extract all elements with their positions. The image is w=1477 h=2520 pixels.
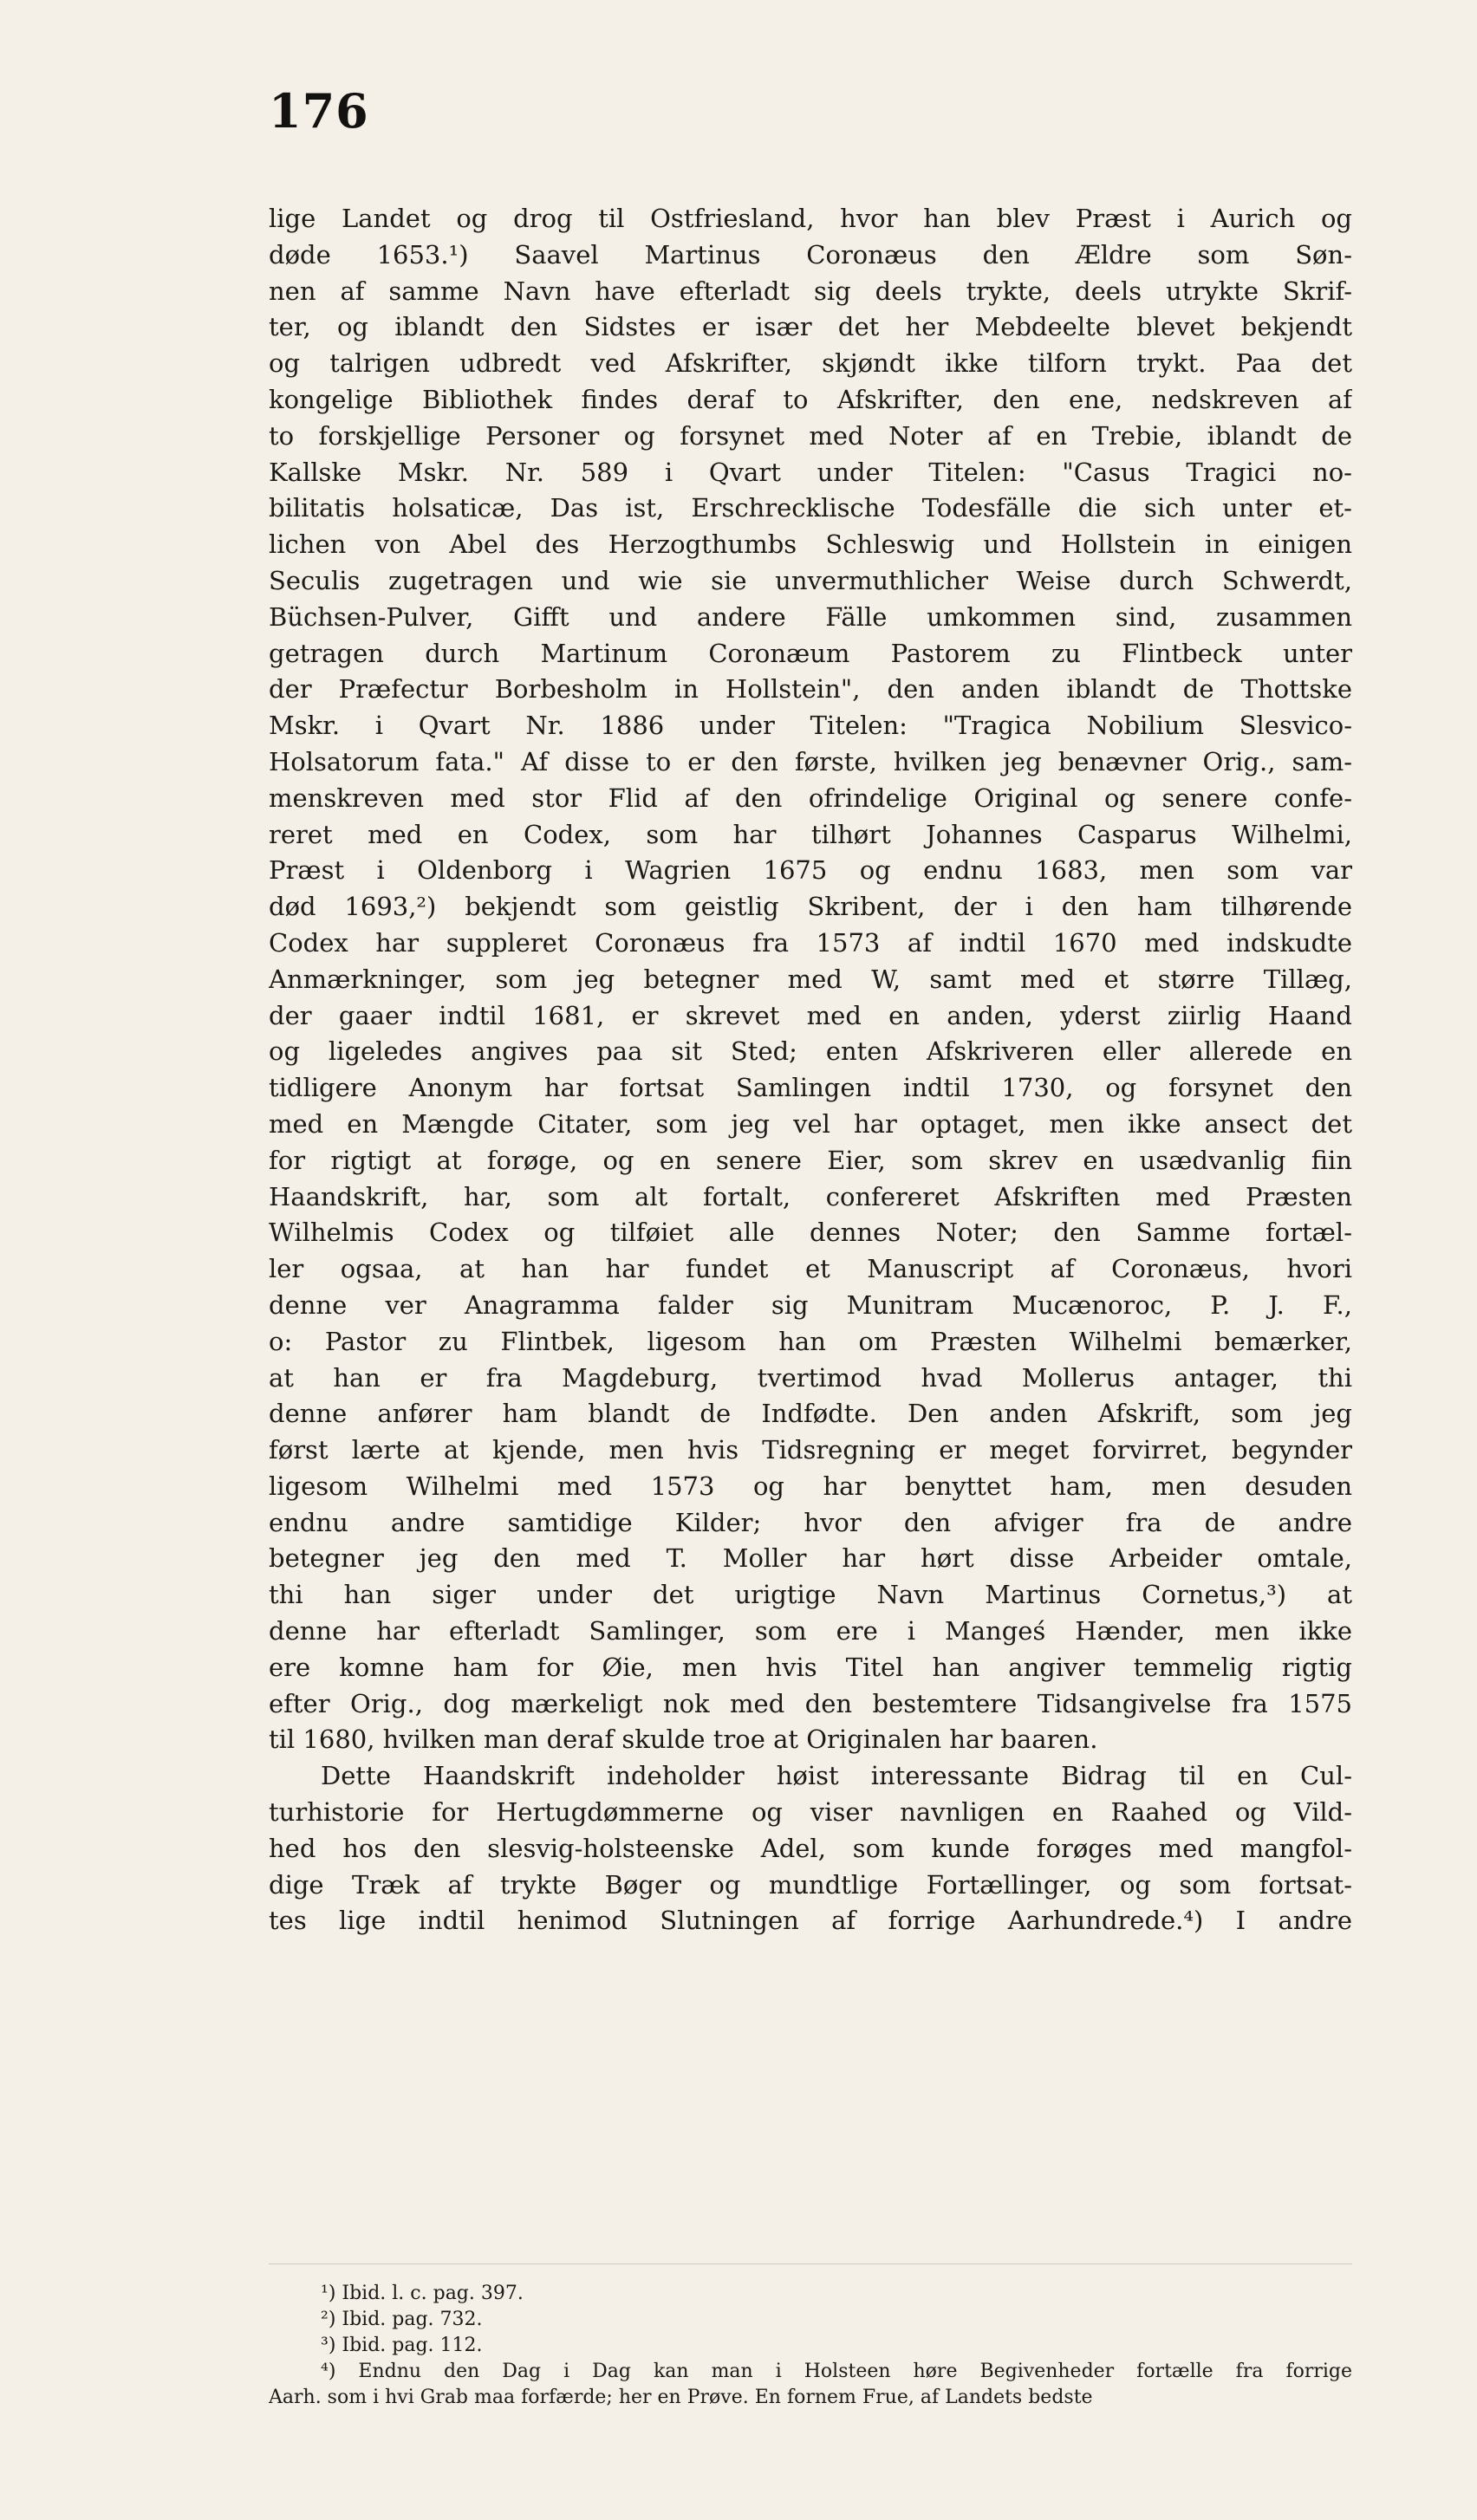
text-line: for rigtigt at forøge, og en senere Eier, som skrev en usædvanlig fiin [269, 1145, 1352, 1175]
text-line: Seculis zugetragen und wie sie unvermuthlicher Weise durch Schwerdt, [269, 565, 1352, 595]
text-line: Dette Haandskrift indeholder høist interessante Bidrag til en Cul- [321, 1761, 1352, 1791]
text-line: o: Pastor zu Flintbek, ligesom han om Præsten Wilhelmi bemærker, [269, 1326, 1352, 1356]
text-line: til 1680, hvilken man deraf skulde troe at Originalen har baaren. [269, 1724, 1098, 1755]
text-line: nen af samme Navn have efterladt sig deels trykte, deels utrykte Skrif- [269, 276, 1352, 306]
text-line: Haandskrift, har, som alt fortalt, confereret Afskriften med Præsten [269, 1181, 1352, 1211]
text-line: ligesom Wilhelmi med 1573 og har benyttet ham, men desuden [269, 1471, 1352, 1501]
text-line: efter Orig., dog mærkeligt nok med den bestemtere Tidsangivelse fra 1575 [269, 1688, 1352, 1718]
text-line: at han er fra Magdeburg, tvertimod hvad Mollerus antager, thi [269, 1362, 1352, 1393]
text-line: Kallske Mskr. Nr. 589 i Qvart under Titelen: "Casus Tragici no- [269, 457, 1352, 487]
text-line: Præst i Oldenborg i Wagrien 1675 og endnu 1683, men som var [269, 855, 1352, 886]
footnote: ¹) Ibid. l. c. pag. 397. [321, 2283, 524, 2304]
text-line: der Præfectur Borbesholm in Hollstein", den anden iblandt de Thottske [269, 674, 1352, 705]
text-line: med en Mængde Citater, som jeg vel har optaget, men ikke ansect det [269, 1108, 1352, 1139]
text-line: denne anfører ham blandt de Indfødte. Den anden Afskrift, som jeg [269, 1399, 1352, 1429]
text-line: Mskr. i Qvart Nr. 1886 under Titelen: "Tragica Nobilium Slesvico- [269, 711, 1352, 741]
footnote-divider [269, 2263, 1352, 2264]
text-line: endnu andre samtidige Kilder; hvor den afviger fra de andre [269, 1507, 1352, 1537]
text-line: betegner jeg den med T. Moller har hørt disse Arbeider omtale, [269, 1543, 1352, 1574]
text-line: hed hos den slesvig-holsteenske Adel, som kunde forøges med mangfol- [269, 1833, 1352, 1863]
text-line: Anmærkninger, som jeg betegner med W, samt med et større Tillæg, [269, 964, 1352, 994]
text-line: kongelige Bibliothek findes deraf to Afskrifter, den ene, nedskreven af [269, 384, 1352, 414]
text-line: reret med en Codex, som har tilhørt Johannes Casparus Wilhelmi, [269, 819, 1352, 849]
text-line: ler ogsaa, at han har fundet et Manuscript af Coronæus, hvori [269, 1254, 1352, 1284]
text-line: tes lige indtil henimod Slutningen af forrige Aarhundrede.⁴) I andre [269, 1906, 1352, 1936]
text-line: lichen von Abel des Herzogthumbs Schleswig und Hollstein in einigen [269, 529, 1352, 560]
text-line: tidligere Anonym har fortsat Samlingen indtil 1730, og forsynet den [269, 1073, 1352, 1103]
text-line: denne har efterladt Samlinger, som ere i Mangeś Hænder, men ikke [269, 1616, 1352, 1646]
text-line [269, 1939, 1352, 1976]
text-line: og talrigen udbredt ved Afskrifter, skjøndt ikke tilforn trykt. Paa det [269, 348, 1352, 379]
text-line: denne ver Anagramma falder sig Munitram Mucænoroc, P. J. F., [269, 1289, 1352, 1320]
body-text [269, 201, 1352, 1976]
text-line: døde 1653.¹) Saavel Martinus Coronæus den Ældre som Søn- [269, 239, 1352, 270]
text-line: ere komne ham for Øie, men hvis Titel han angiver temmelig rigtig [269, 1652, 1352, 1682]
text-line: Codex har suppleret Coronæus fra 1573 af indtil 1670 med indskudte [269, 927, 1352, 958]
text-line: og ligeledes angives paa sit Sted; enten Afskriveren eller allerede en [269, 1036, 1352, 1067]
footnotes [269, 2281, 1352, 2411]
text-line: turhistorie for Hertugdømmerne og viser navnligen en Raahed og Vild- [269, 1797, 1352, 1828]
text-line: Wilhelmis Codex og tilføiet alle dennes Noter; den Samme fortæl- [269, 1218, 1352, 1248]
footnote: ²) Ibid. pag. 732. [321, 2309, 483, 2330]
text-line: dige Træk af trykte Bøger og mundtlige Fortællinger, og som fortsat- [269, 1869, 1352, 1900]
text-line: der gaaer indtil 1681, er skrevet med en anden, yderst ziirlig Haand [269, 1000, 1352, 1030]
text-line: bilitatis holsaticæ, Das ist, Erschrecklische Todesfälle die sich unter et- [269, 493, 1352, 523]
footnote: ³) Ibid. pag. 112. [321, 2335, 483, 2356]
text-line: først lærte at kjende, men hvis Tidsregning er meget forvirret, begynder [269, 1435, 1352, 1465]
text-line: lige Landet og drog til Ostfriesland, hvor han blev Præst i Aurich og [269, 204, 1352, 233]
text-line: menskreven med stor Flid af den ofrindelige Original og senere confe- [269, 783, 1352, 813]
text-line: død 1693,²) bekjendt som geistlig Skribent, der i den ham tilhørende [269, 892, 1352, 922]
page-number: 176 [269, 83, 369, 139]
text-line: to forskjellige Personer og forsynet med Noter af en Trebie, iblandt de [269, 420, 1352, 451]
text-line: ter, og iblandt den Sidstes er især det her Mebdeelte blevet bekjendt [269, 312, 1352, 342]
text-line: Holsatorum fata." Af disse to er den første, hvilken jeg benævner Orig., sam- [269, 746, 1352, 776]
text-line: thi han siger under det urigtige Navn Martinus Cornetus,³) at [269, 1580, 1352, 1610]
text-line: Büchsen-Pulver, Gifft und andere Fälle umkommen sind, zusammen [269, 601, 1352, 632]
footnote-continuation: Aarh. som i hvi Grab maa forfærde; her en Prøve. En fornem Frue, af Landets bedste [269, 2387, 1093, 2408]
text-line: getragen durch Martinum Coronæum Pastorem zu Flintbeck unter [269, 638, 1352, 668]
footnote: ⁴) Endnu den Dag i Dag kan man i Holsteen høre Begivenheder fortælle fra forrige [321, 2361, 1352, 2382]
